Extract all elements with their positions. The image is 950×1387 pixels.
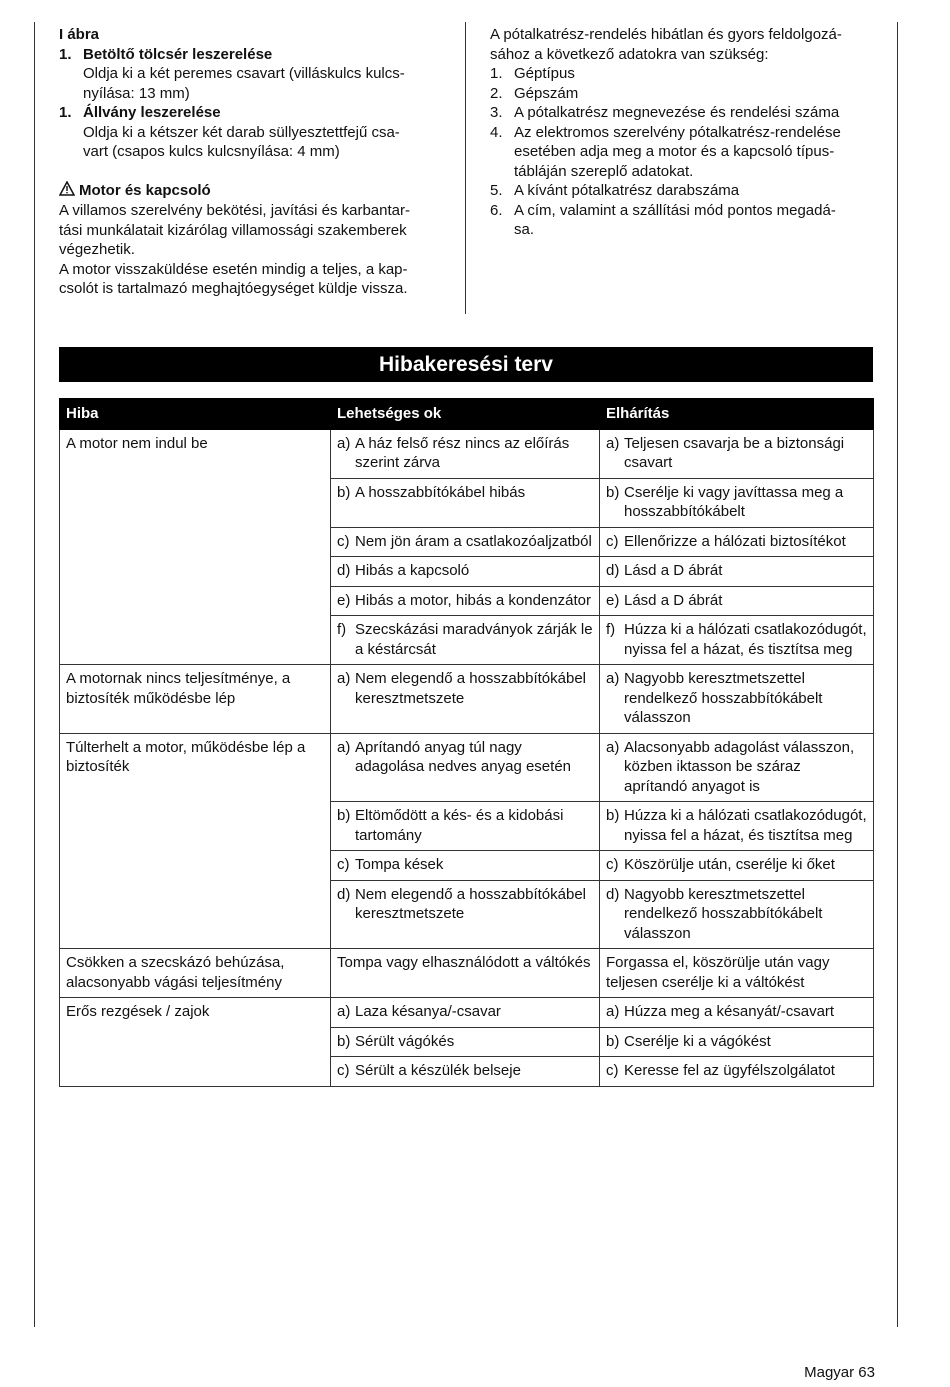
cause-cell: c) Sérült a készülék belseje [331, 1057, 600, 1087]
remedy-cell: f) Húzza ki a hálózati csatlakozódugót, nyissa fel a házat, és tisztítsa meg [600, 616, 874, 665]
cause-cell: b) Eltömődött a kés- és a kidobási tartomány [331, 802, 600, 851]
cause-cell: d) Nem elegendő a hosszabbítókábel keresztmetszete [331, 880, 600, 949]
remedy-cell: b) Cserélje ki vagy javíttassa meg a hosszabbítókábelt [600, 478, 874, 527]
warning-triangle-icon [59, 181, 75, 202]
remedy-cell: c) Keresse fel az ügyfélszolgálatot [600, 1057, 874, 1087]
fault-cell: A motor nem indul be [60, 429, 331, 665]
remedy-cell: b) Húzza ki a hálózati csatlakozódugót, nyissa fel a házat, és tisztítsa meg [600, 802, 874, 851]
fault-cell: Erős rezgések / zajok [60, 998, 331, 1087]
table-row [60, 429, 874, 478]
parts-list [490, 64, 875, 240]
troubleshooting-table [59, 398, 874, 1087]
right-margin-line [897, 22, 898, 1327]
cause-cell: b) Sérült vágókés [331, 1027, 600, 1057]
fault-cell: Túlterhelt a motor, működésbe lép a biztosíték [60, 733, 331, 949]
remedy-cell: e) Lásd a D ábrát [600, 586, 874, 616]
cause-cell: a) Aprítandó anyag túl nagy adagolása nedves anyag esetén [331, 733, 600, 802]
remedy-cell: c) Ellenőrizze a hálózati biztosítékot [600, 527, 874, 557]
cause-cell: a) Laza késanya/-csavar [331, 998, 600, 1028]
remedy-cell: a) Húzza meg a késanyát/-csavart [600, 998, 874, 1028]
cause-cell: a) A ház felső rész nincs az előírás szerint zárva [331, 429, 600, 478]
list-item: 2. Gépszám [490, 84, 579, 102]
cause-cell: a) Nem elegendő a hosszabbítókábel keresztmetszete [331, 665, 600, 734]
cause-cell: f) Szecskázási maradványok zárják le a késtárcsát [331, 616, 600, 665]
remedy-cell: a) Nagyobb keresztmetszettel rendelkező hosszabbítókábelt válasszon [600, 665, 874, 734]
fault-cell: Csökken a szecskázó behúzása, alacsonyabb vágási teljesítmény [60, 949, 331, 998]
cause-cell: b) A hosszabbítókábel hibás [331, 478, 600, 527]
table-header-row [60, 399, 874, 430]
table-row [60, 733, 874, 802]
header-remedy: Elhárítás [600, 399, 874, 430]
remedy-cell: Forgassa el, köszörülje után vagy teljesen cserélje ki a váltókést [600, 949, 874, 998]
cause-cell: c) Nem jön áram a csatlakozóaljzatból [331, 527, 600, 557]
list-item: 5. A kívánt pótalkatrész darabszáma [490, 182, 740, 199]
cause-cell: c) Tompa kések [331, 851, 600, 881]
table-row [60, 998, 874, 1028]
cause-cell: e) Hibás a motor, hibás a kondenzátor [331, 586, 600, 616]
fault-cell: A motornak nincs teljesítménye, a biztosíték működésbe lép [60, 665, 331, 734]
column-divider [465, 22, 466, 314]
header-fault: Hiba [60, 399, 331, 430]
remedy-cell: c) Köszörülje után, cserélje ki őket [600, 851, 874, 881]
table-row [60, 665, 874, 734]
cause-cell: Tompa vagy elhasználódott a váltókés [331, 949, 600, 998]
figure-label: I ábra [59, 26, 100, 43]
list-item: 1. Állvány leszerelése Oldja ki a kétszer két darab süllyesztettfejű csa- vart (csapos kulcs kulcsnyílása: 4 mm) [59, 103, 447, 162]
item-title: Állvány leszerelése [83, 104, 221, 121]
right-column: A pótalkatrész-rendelés hibátlan és gyors feldolgozá- sához a következő adatokra van szükség: 1. Géptípus 2. Gépszám 3. A pótalkatrész megnevezése és rendelési száma 4. Az elektromos szerelvény pótalkatrész-rendelése esetében adja meg a motor és a kapcsoló típus- tábláján szereplő adatokat. 5. A kívánt pótalkatrész darabszáma 6. A cím, valamint a szállítási mód pontos megadá- sa. [490, 25, 875, 240]
left-column: I ábra 1. Betöltő tölcsér leszerelése Oldja ki a két peremes csavart (villáskulcs kulcs- nyílása: 13 mm) 1. Állvány leszerelése Oldja ki a kétszer két darab süllyesztettfejű csa- vart (csapos kulcs kulcsnyílása: 4 mm) Motor és kapcsoló A villamos szerelvény bekötési, javítási és karbantar- tási munkálatait kizárólag villamossági szakemberek végezhetik. A motor visszaküldése esetén mindig a teljes, a kap- csolót is tartalmazó meghajtóegységet küldje vissza. [59, 25, 447, 299]
table-row [60, 949, 874, 998]
header-cause: Lehetséges ok [331, 399, 600, 430]
remedy-cell: a) Teljesen csavarja be a biztonsági csavart [600, 429, 874, 478]
item-title: Betöltő tölcsér leszerelése [83, 45, 273, 63]
page-footer: Magyar 63 [804, 1364, 875, 1381]
remedy-cell: d) Lásd a D ábrát [600, 557, 874, 587]
list-item: 4. Az elektromos szerelvény pótalkatrész-rendelése esetében adja meg a motor és a kapcsoló típus- tábláján szereplő adatokat. [490, 123, 841, 180]
list-item: 6. A cím, valamint a szállítási mód pontos megadá- sa. [490, 201, 836, 238]
warning-heading: Motor és kapcsoló [59, 181, 447, 202]
section-banner: Hibakeresési terv [59, 347, 873, 382]
cause-cell: d) Hibás a kapcsoló [331, 557, 600, 587]
list-item: 1. Betöltő tölcsér leszerelése Oldja ki a két peremes csavart (villáskulcs kulcs- nyílása: 13 mm) [59, 45, 447, 104]
list-item: 3. A pótalkatrész megnevezése és rendelési száma [490, 104, 840, 121]
remedy-cell: a) Alacsonyabb adagolást válasszon, közben iktasson be száraz aprítandó anyagot is [600, 733, 874, 802]
remedy-cell: d) Nagyobb keresztmetszettel rendelkező hosszabbítókábelt válasszon [600, 880, 874, 949]
list-item: 1. Géptípus [490, 65, 575, 82]
remedy-cell: b) Cserélje ki a vágókést [600, 1027, 874, 1057]
left-margin-line [34, 22, 35, 1327]
